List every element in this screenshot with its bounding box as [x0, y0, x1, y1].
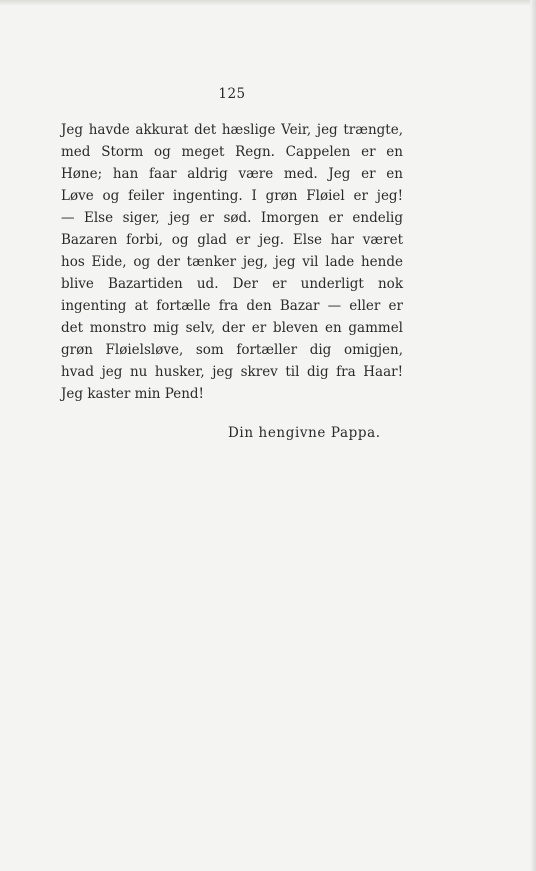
- signature: Din hengivne Pappa.: [228, 425, 381, 441]
- letter-body: [61, 119, 403, 405]
- page-number: 125: [218, 86, 246, 102]
- text-line: Løve og feiler ingenting. I grøn Fløiel er jeg!: [61, 188, 403, 204]
- text-line: hos Eide, og der tænker jeg, jeg vil lade hende: [61, 254, 403, 270]
- text-line: med Storm og meget Regn. Cappelen er en: [61, 144, 403, 160]
- text-line: hvad jeg nu husker, jeg skrev til dig fra Haar!: [61, 364, 403, 380]
- text-line: Jeg kaster min Pend!: [61, 386, 204, 402]
- text-line: det monstro mig selv, der er bleven en gammel: [61, 320, 403, 336]
- text-line: — Else siger, jeg er sød. Imorgen er endelig: [61, 210, 403, 226]
- text-line: ingenting at fortælle fra den Bazar — eller er: [61, 298, 403, 314]
- page-right-edge: [530, 0, 536, 871]
- text-line: Høne; han faar aldrig være med. Jeg er en: [61, 166, 403, 182]
- text-line: Jeg havde akkurat det hæslige Veir, jeg trængte,: [61, 122, 403, 138]
- text-line: blive Bazartiden ud. Der er underligt nok: [61, 276, 403, 292]
- page-top-edge: [0, 0, 536, 6]
- text-line: Bazaren forbi, og glad er jeg. Else har været: [61, 232, 403, 248]
- text-line: grøn Fløielsløve, som fortæller dig omigjen,: [61, 342, 403, 358]
